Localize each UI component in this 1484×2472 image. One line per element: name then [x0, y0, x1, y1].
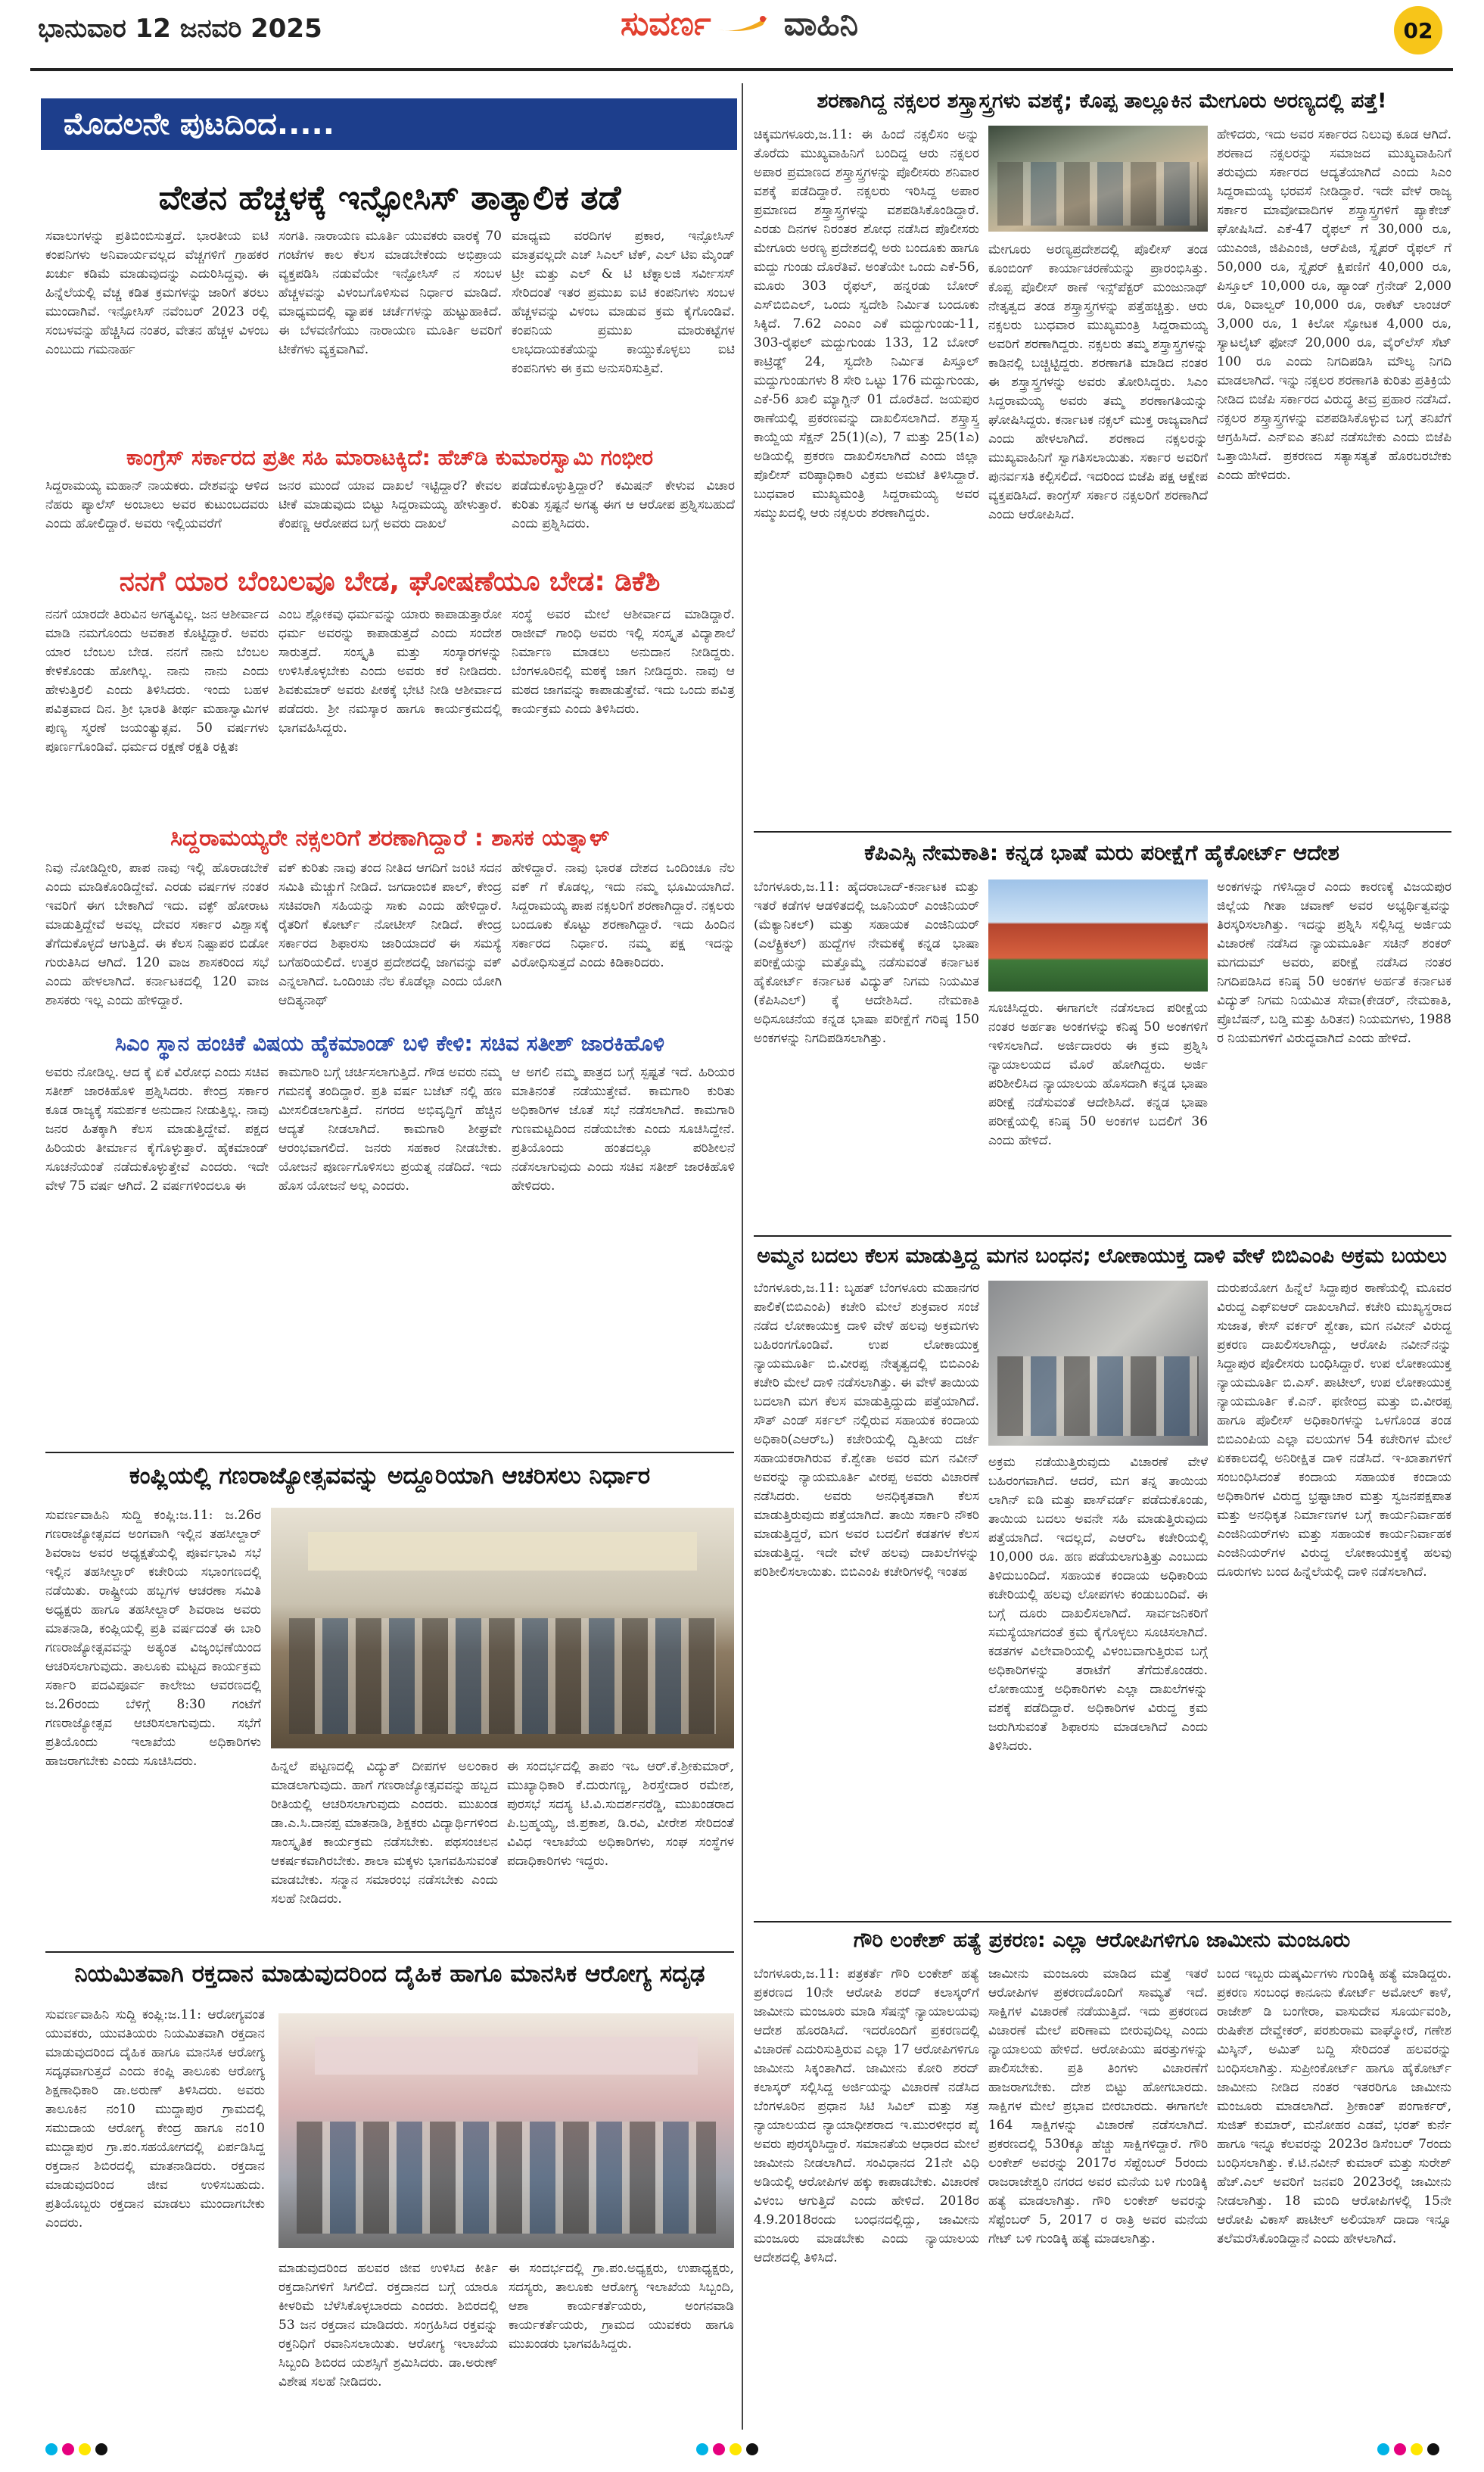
article-yatnal-col1: ನಿವು ನೋಡಿದ್ದೀರಿ, ಪಾಪ ನಾವು ಇಲ್ಲಿ ಹೊರಾಡಬೇಕೆ ಎಂದು ಮಾಡಿಕೊಂಡಿದ್ದೇವೆ. ಎರಡು ವರ್ಷಗಳ ನಂತರ ಇವರಿಗೆ ಈಗ ಬೇಕಾಗಿದೆ ಇದು. ವಕ್ಫ್ ಹೋರಾಟ ಮಾಡುತ್ತಿದ್ದೇವೆ ಅವಲ್ಲ ದೇವರ ಸರ್ಕಾರ ವಿಶ್ವಾಸಕ್ಕೆ ತೆಗೆದುಕೊಳ್ಳದೆ ಆಗುತ್ತಿದೆ. ಈ ಕೆಲಸ ನಿಷ್ಪಾಪರ ಬಿಡೋ ಗುರುತಿಸಿದ ಆಗಿದೆ. 120 ವಾಜ ಶಾಸಕರಿಂದ ಸಭೆ ಎಂದು ಹೇಳಲಾಗಿದೆ. ಕರ್ನಾಟಕದಲ್ಲಿ 120 ವಾಜ ಶಾಸಕರು ಇಲ್ಲ ಎಂದು ಹೇಳಿದ್ದಾರೆ.: [45, 861, 269, 1008]
kampli-meeting-photo: [271, 1508, 734, 1748]
section-rule: [754, 1921, 1451, 1922]
article-infosys-col3: ಮಾಧ್ಯಮ ವರದಿಗಳ ಪ್ರಕಾರ, ಇನ್ಫೋಸಿಸ್ ಮಾತ್ರವಲ್ಲದೇ ಎಚ್ ಸಿಎಲ್ ಟೆಕ್, ಎಲ್ ಟಿಐ ಮೈಂಡ್ ಟ್ರೀ ಮತ್ತು ಎಲ್ & ಟಿ ಟೆಕ್ನಾಲಜಿ ಸರ್ವೀಸಸ್ ಸೇರಿದಂತೆ ಇತರ ಪ್ರಮುಖ ಐಟಿ ಕಂಪನಿಗಳು ಸಂಬಳ ಹೆಚ್ಚಳವನ್ನು ವಿಳಂಬ ಮಾಡುವ ಕ್ರಮ ಕೈಗೊಂಡಿವೆ. ಕಂಪನಿಯ ಪ್ರಮುಖ ಮಾರುಕಟ್ಟೆಗಳ ಲಾಭದಾಯಕತೆಯನ್ನು ಕಾಯ್ದುಕೊಳ್ಳಲು ಐಟಿ ಕಂಪನಿಗಳು ಈ ಕ್ರಮ ಅನುಸರಿಸುತ್ತಿವೆ.: [512, 229, 735, 376]
blood-donation-photo: [278, 2013, 734, 2248]
article-yatnal-col3: ಹೇಳಿದ್ದಾರೆ. ನಾವು ಭಾರತ ದೇಶದ ಒಂದಿಂಚೂ ನೆಲ ವಕ್ ಗೆ ಕೊಡಲ್ಲ, ಇದು ನಮ್ಮ ಭೂಮಿಯಾಗಿದೆ. ಸಿದ್ದರಾಮಯ್ಯ ಪಾಪ ನಕ್ಸಲರಿಗೆ ಶರಣಾಗಿದ್ದಾರೆ. ನಕ್ಸಲರು ಬಂದೂಕು ಕೊಟ್ಟು ಶರಣಾಗಿದ್ದಾರೆ. ಇದು ಹಿಂದಿನ ಸರ್ಕಾರದ ನಿರ್ಧಾರ. ನಮ್ಮ ಪಕ್ಷ ಇದನ್ನು ವಿರೋಧಿಸುತ್ತದೆ ಎಂದು ಕಿಡಿಕಾರಿದರು.: [512, 861, 735, 970]
issue-date: ಭಾನುವಾರ 12 ಜನವರಿ 2025: [38, 14, 322, 44]
article-yatnal-col2: ವಕ್ ಕುರಿತು ನಾವು ತಂದ ನೀತಿದ ಆಗದಿಗೆ ಜಂಟಿ ಸದನ ಸಮಿತಿ ಮೆಚ್ಚುಗೆ ನೀಡಿದೆ. ಜಗದಾಂಬಿಕ ಪಾಲ್, ಕೇಂದ್ರ ಸಚಿವರಾಗಿ ಸಹಿಯನ್ನು ಸಾಕು ಎಂದು ಹೇಳಿದ್ದಾರೆ. ರೈತರಿಗೆ ಕೋರ್ಟ್ ನೋಟೀಸ್ ನೀಡಿದೆ. ಕೇಂದ್ರ ಸರ್ಕಾರದ ಶಿಫಾರಸು ಜಾರಿಯಾದರೆ ಈ ಸಮಸ್ಯೆ ಬಗೆಹರಿಯಲಿದೆ. ಉತ್ತರ ಪ್ರದೇಶದಲ್ಲಿ ಜಾಗವನ್ನು ವಕ್ ಎನ್ನಲಾಗಿದೆ. ಒಂದಿಂಚು ನೆಲ ಕೊಡೆಲ್ಲಾ ಎಂದು ಯೋಗಿ ಆದಿತ್ಯನಾಥ್: [278, 861, 502, 1008]
headline-dks: ನನಗೆ ಯಾರ ಬೆಂಬಲವೂ ಬೇಡ, ಘೋಷಣೆಯೂ ಬೇಡ: ಡಿಕೆಶಿ: [119, 566, 661, 597]
article-gauri-col3: ಬಂದ ಇಬ್ಬರು ದುಷ್ಕರ್ಮಿಗಳು ಗುಂಡಿಕ್ಕಿ ಹತ್ಯೆ ಮಾಡಿದ್ದರು. ಪ್ರಕರಣ ಸಂಬಂಧ ಕಾನೂನು ಕೋರ್ಟ್ ಅಮೋಲ್ ಕಾಳೆ, ರಾಜೇಶ್ ಡಿ ಬಂಗೇರಾ, ವಾಸುದೇವ ಸೂರ್ಯವಂಶಿ, ರುಷಿಕೇಶ ದೇವ್ಡೇಕರ್, ಪರಶುರಾಮ ವಾಘ್ಮೋರೆ, ಗಣೇಶ ಮಿಸ್ಕಿನ್, ಅಮಿತ್ ಬದ್ದಿ ಸೇರಿದಂತೆ ಹಲವರನ್ನು ಬಂಧಿಸಲಾಗಿತ್ತು. ಸುಪ್ರೀಂಕೋರ್ಟ್ ಹಾಗೂ ಹೈಕೋರ್ಟ್ ಜಾಮೀನು ನೀಡಿದ ನಂತರ ಇತರರಿಗೂ ಜಾಮೀನು ಮಂಜೂರು ಮಾಡಲಾಗಿದೆ. ಶ್ರೀಕಾಂತ್ ಪಂಗಾರ್ಕರ್, ಸುಜಿತ್ ಕುಮಾರ್, ಮನೋಹರ ಎಡವೆ, ಭರತ್ ಕುರ್ನೆ ಹಾಗೂ ಇನ್ನೂ ಕೆಲವರನ್ನು 2023ರ ಡಿಸೆಂಬರ್ 7ರಂದು ಬಂಧಿಸಲಾಗಿತ್ತು. ಕೆ.ಟಿ.ನವೀನ್ ಕುಮಾರ್ ಮತ್ತು ಸುರೇಶ್ ಹೆಚ್.ಎಲ್ ಅವರಿಗೆ ಜನವರಿ 2023ರಲ್ಲಿ ಜಾಮೀನು ನೀಡಲಾಗಿತ್ತು. 18 ಮಂದಿ ಆರೋಪಿಗಳಲ್ಲಿ 15ನೇ ಆರೋಪಿ ವಿಕಾಸ್ ಪಾಟೀಲ್ ಅಲಿಯಾಸ್ ದಾದಾ ಇನ್ನೂ ತಲೆಮರೆಸಿಕೊಂಡಿದ್ದಾನೆ ಎಂದು ಹೇಳಲಾಗಿದೆ.: [1217, 1966, 1451, 2246]
article-jarkiholi-col1: ಅವರು ನೋಡಿಲ್ಲ. ಆದ ಕ್ಕೆ ಏಕೆ ವಿರೋಧ ಎಂದು ಸಚಿವ ಸತೀಶ್ ಜಾರಕಿಹೊಳಿ ಪ್ರಶ್ನಿಸಿದರು. ಕೇಂದ್ರ ಸರ್ಕಾರ ಕೂಡ ರಾಜ್ಯಕ್ಕೆ ಸಮರ್ಪಕ ಅನುದಾನ ನೀಡುತ್ತಿಲ್ಲ. ನಾವು ಜನರ ಹಿತಕ್ಕಾಗಿ ಕೆಲಸ ಮಾಡುತ್ತಿದ್ದೇವೆ. ಪಕ್ಷದ ಹಿರಿಯರು ತೀರ್ಮಾನ ಕೈಗೊಳ್ಳುತ್ತಾರೆ. ಹೈಕಮಾಂಡ್ ಸೂಚನೆಯಂತೆ ನಡೆದುಕೊಳ್ಳುತ್ತೇವೆ ಎಂದರು. ಇದೇ ವೇಳೆ 75 ವರ್ಷ ಆಗಿದೆ. 2 ವರ್ಷಗಳಿಂದಲೂ ಈ: [45, 1065, 269, 1194]
article-kampli-col-left: ಸುವರ್ಣವಾಹಿನಿ ಸುದ್ದಿ ಕಂಪ್ಲಿ:ಜ.11: ಜ.26ರ ಗಣರಾಜ್ಯೋತ್ಸವದ ಅಂಗವಾಗಿ ಇಲ್ಲಿನ ತಹಸೀಲ್ದಾರ್ ಶಿವರಾಜ ಅವರ ಅಧ್ಯಕ್ಷತೆಯಲ್ಲಿ ಪೂರ್ವಭಾವಿ ಸಭೆ ಇಲ್ಲಿನ ತಹಸೀಲ್ದಾರ್ ಕಚೇರಿಯ ಸಭಾಂಗಣದಲ್ಲಿ ನಡೆಯಿತು. ರಾಷ್ಟ್ರೀಯ ಹಬ್ಬಗಳ ಆಚರಣಾ ಸಮಿತಿ ಅಧ್ಯಕ್ಷರು ಹಾಗೂ ತಹಸೀಲ್ದಾರ್ ಶಿವರಾಜ ಅವರು ಮಾತನಾಡಿ, ಕಂಪ್ಲಿಯಲ್ಲಿ ಪ್ರತಿ ವರ್ಷದಂತೆ ಈ ಬಾರಿ ಗಣರಾಜ್ಯೋತ್ಸವವನ್ನು ಅತ್ಯಂತ ವಿಜೃಂಭಣೆಯಿಂದ ಆಚರಿಸಲಾಗುವುದು. ತಾಲೂಕು ಮಟ್ಟದ ಕಾರ್ಯಕ್ರಮ ಸರ್ಕಾರಿ ಪದವಿಪೂರ್ವ ಕಾಲೇಜು ಆವರಣದಲ್ಲಿ ಜ.26ರಂದು ಬೆಳಿಗ್ಗೆ 8:30 ಗಂಟೆಗೆ ಗಣರಾಜ್ಯೋತ್ಸವ ಆಚರಿಸಲಾಗುವುದು. ಸಭೆಗೆ ಪ್ರತಿಯೊಂದು ಇಲಾಖೆಯ ಅಧಿಕಾರಿಗಳು ಹಾಜರಾಗಬೇಕು ಎಂದು ಸೂಚಿಸಿದರು.: [45, 1508, 261, 1769]
article-gauri-col1: ಬೆಂಗಳೂರು,ಜ.11: ಪತ್ರಕರ್ತೆ ಗೌರಿ ಲಂಕೇಶ್ ಹತ್ಯೆ ಪ್ರಕರಣದ 10ನೇ ಆರೋಪಿ ಶರದ್ ಕಲಾಸ್ಕರ್‌ಗೆ ಜಾಮೀನು ಮಂಜೂರು ಮಾಡಿ ಸೆಷನ್ಸ್ ನ್ಯಾಯಾಲಯವು ಆದೇಶ ಹೊರಡಿಸಿದೆ. ಇದರೊಂದಿಗೆ ಪ್ರಕರಣದಲ್ಲಿ ವಿಚಾರಣೆ ಎದುರಿಸುತ್ತಿರುವ ಎಲ್ಲಾ 17 ಆರೋಪಿಗಳಿಗೂ ಜಾಮೀನು ಸಿಕ್ಕಂತಾಗಿದೆ. ಜಾಮೀನು ಕೋರಿ ಶರದ್ ಕಲಾಸ್ಕರ್ ಸಲ್ಲಿಸಿದ್ದ ಅರ್ಜಿಯನ್ನು ವಿಚಾರಣೆ ನಡೆಸಿದ ಬೆಂಗಳೂರಿನ ಪ್ರಧಾನ ಸಿಟಿ ಸಿವಿಲ್ ಮತ್ತು ಸತ್ರ ನ್ಯಾಯಾಲಯದ ನ್ಯಾಯಾಧೀಶರಾದ ಇ.ಮುರಳೀಧರ ಪೈ ಅವರು ಪುರಸ್ಕರಿಸಿದ್ದಾರೆ. ಸಮಾನತೆಯ ಆಧಾರದ ಮೇಲೆ ಜಾಮೀನು ನೀಡಲಾಗಿದೆ. ಸಂವಿಧಾನದ 21ನೇ ವಿಧಿ ಅಡಿಯಲ್ಲಿ ಆರೋಪಿಗಳ ಹಕ್ಕು ಕಾಪಾಡಬೇಕು. ವಿಚಾರಣೆ ವಿಳಂಬ ಆಗುತ್ತಿದೆ ಎಂದು ಹೇಳಿದೆ. 2018ರ 4.9.2018ರಂದು ಬಂಧನದಲ್ಲಿದ್ದು, ಜಾಮೀನು ಮಂಜೂರು ಮಾಡಬೇಕು ಎಂದು ನ್ಯಾಯಾಲಯ ಆದೇಶದಲ್ಲಿ ತಿಳಿಸಿದೆ.: [754, 1966, 979, 2265]
lokayukta-raid-photo: [988, 1281, 1208, 1446]
page-number-badge: 02: [1394, 6, 1442, 54]
print-registration-marks: [696, 2443, 758, 2455]
headline-hdk: ಕಾಂಗ್ರೆಸ್ ಸರ್ಕಾರದ ಪ್ರತೀ ಸಹಿ ಮಾರಾಟಕ್ಕಿದೆ: ಹೆಚ್‌ಡಿ ಕುಮಾರಸ್ವಾಮಿ ಗಂಭೀರ: [126, 445, 654, 470]
headline-kpsc: ಕೆಪಿಎಸ್ಸಿ ನೇಮಕಾತಿ: ಕನ್ನಡ ಭಾಷೆ ಮರು ಪರೀಕ್ಷೆಗೆ ಹೈಕೋರ್ಟ್ ಆದೇಶ: [864, 840, 1339, 865]
article-bbmp-col1: ಬೆಂಗಳೂರು,ಜ.11: ಬೃಹತ್ ಬೆಂಗಳೂರು ಮಹಾನಗರ ಪಾಲಿಕೆ(ಬಿಬಿಎಂಪಿ) ಕಚೇರಿ ಮೇಲೆ ಶುಕ್ರವಾರ ಸಂಜೆ ನಡೆದ ಲೋಕಾಯುಕ್ತ ದಾಳಿ ವೇಳೆ ಹಲವು ಅಕ್ರಮಗಳು ಬಹಿರಂಗಗೊಂಡಿವೆ. ಉಪ ಲೋಕಾಯುಕ್ತ ನ್ಯಾಯಮೂರ್ತಿ ಬಿ.ವೀರಪ್ಪ ನೇತೃತ್ವದಲ್ಲಿ ಬಿಬಿಎಂಪಿ ಕಚೇರಿ ಮೇಲೆ ದಾಳಿ ನಡೆಸಲಾಗಿತ್ತು. ಈ ವೇಳೆ ತಾಯಿಯ ಬದಲಾಗಿ ಮಗ ಕೆಲಸ ಮಾಡುತ್ತಿದ್ದುದು ಪತ್ತೆಯಾಗಿದೆ. ಸೌತ್ ಎಂಡ್ ಸರ್ಕಲ್ ನಲ್ಲಿರುವ ಸಹಾಯಕ ಕಂದಾಯ ಅಧಿಕಾರಿ(ಎಆರ್‌ಒ) ಕಚೇರಿಯಲ್ಲಿ ದ್ವಿತೀಯ ದರ್ಜೆ ಸಹಾಯಕರಾಗಿರುವ ಕೆ.ಶ್ವೇತಾ ಅವರ ಮಗ ನವೀನ್ ಅವರನ್ನು ನ್ಯಾಯಮೂರ್ತಿ ವೀರಪ್ಪ ಅವರು ವಿಚಾರಣೆ ನಡೆಸಿದರು. ಅವರು ಅನಧಿಕೃತವಾಗಿ ಕೆಲಸ ಮಾಡುತ್ತಿರುವುದು ಪತ್ತೆಯಾಗಿದೆ. ತಾಯಿ ಸರ್ಕಾರಿ ನೌಕರಿ ಮಾಡುತ್ತಿದ್ದರೆ, ಮಗ ಅವರ ಬದಲಿಗೆ ಕಡತಗಳ ಕೆಲಸ ಮಾಡುತ್ತಿದ್ದ. ಇದೇ ವೇಳೆ ಹಲವು ದಾಖಲೆಗಳನ್ನು ಪರಿಶೀಲಿಸಲಾಯಿತು. ಬಿಬಿಎಂಪಿ ಕಚೇರಿಗಳಲ್ಲಿ ಇಂತಹ: [754, 1281, 979, 1580]
article-infosys-col2: ಸಂಗತಿ. ನಾರಾಯಣ ಮೂರ್ತಿ ಯುವಕರು ವಾರಕ್ಕೆ 70 ಗಂಟೆಗಳ ಕಾಲ ಕೆಲಸ ಮಾಡಬೇಕೆಂದು ಅಭಿಪ್ರಾಯ ವ್ಯಕ್ತಪಡಿಸಿ ನಡುವೆಯೇ ಇನ್ಫೋಸಿಸ್ ನ ಸಂಬಳ ಹೆಚ್ಚಳವನ್ನು ವಿಳಂಬಗೊಳಿಸುವ ನಿರ್ಧಾರ ಮಾಡಿದೆ. ಮಾಧ್ಯಮದಲ್ಲಿ ವ್ಯಾಪಕ ಚರ್ಚೆಗಳನ್ನು ಹುಟ್ಟುಹಾಕಿದೆ. ಈ ಬೆಳವಣಿಗೆಯು ನಾರಾಯಣ ಮೂರ್ತಿ ಅವರಿಗೆ ಟೀಕೆಗಳು ವ್ಯಕ್ತವಾಗಿವೆ.: [278, 229, 502, 357]
masthead-logo: [621, 5, 858, 43]
headline-naxal-arms: ಶರಣಾಗಿದ್ದ ನಕ್ಸಲರ ಶಸ್ತ್ರಾಸ್ತ್ರಗಳು ವಶಕ್ಕೆ; ಕೊಪ್ಪ ತಾಲ್ಲೂಕಿನ ಮೇಗೂರು ಅರಣ್ಯದಲ್ಲಿ ಪತ್ತೆ!: [817, 89, 1387, 113]
article-kpsc-col3: ಅಂಕಗಳನ್ನು ಗಳಿಸಿದ್ದಾರೆ ಎಂದು ಕಾರಣಕ್ಕೆ ವಿಜಯಪುರ ಜಿಲ್ಲೆಯ ಗೀತಾ ಚವಾಣ್ ಅವರ ಅಭ್ಯರ್ಥಿತ್ವವನ್ನು ತಿರಸ್ಕರಿಸಲಾಗಿತ್ತು. ಇದನ್ನು ಪ್ರಶ್ನಿಸಿ ಸಲ್ಲಿಸಿದ್ದ ಅರ್ಜಿಯ ವಿಚಾರಣೆ ನಡೆಸಿದ ನ್ಯಾಯಮೂರ್ತಿ ಸಚಿನ್ ಶಂಕರ್ ಮಗದುಮ್ ಅವರು, ಪರೀಕ್ಷೆ ನಡೆಸಿದ ನಂತರ ನಿಗದಿಪಡಿಸಿದ ಕನಿಷ್ಠ 50 ಅಂಕಗಳ ಅರ್ಹತೆ ಕರ್ನಾಟಕ ವಿದ್ಯುತ್ ನಿಗಮ ನಿಯಮಿತ ಸೇವಾ(ಕೇಡರ್, ನೇಮಕಾತಿ, ಪ್ರೊಬೆಷನ್, ಬಡ್ತಿ ಮತ್ತು ಹಿರಿತನ) ನಿಯಮಗಳು, 1988 ರ ನಿಯಮಗಳಿಗೆ ವಿರುದ್ಧವಾಗಿದೆ ಎಂದು ಹೇಳಿದೆ.: [1217, 880, 1451, 1046]
headline-bbmp-raid: ಅಮ್ಮನ ಬದಲು ಕೆಲಸ ಮಾಡುತ್ತಿದ್ದ ಮಗನ ಬಂಧನ; ಲೋಕಾಯುಕ್ತ ದಾಳಿ ವೇಳೆ ಬಿಬಿಎಂಪಿ ಅಕ್ರಮ ಬಯಲು: [757, 1244, 1447, 1268]
article-jarkiholi-col2: ಕಾಮಗಾರಿ ಬಗ್ಗೆ ಚರ್ಚಿಸಲಾಗುತ್ತಿದೆ. ಗೌಡ ಅವರು ನಮ್ಮ ಗಮನಕ್ಕೆ ತಂದಿದ್ದಾರೆ. ಪ್ರತಿ ವರ್ಷ ಬಜೆಟ್ ನಲ್ಲಿ ಹಣ ಮೀಸಲಿಡಲಾಗುತ್ತಿದೆ. ನಗರದ ಅಭಿವೃದ್ಧಿಗೆ ಹೆಚ್ಚಿನ ಆದ್ಯತೆ ನೀಡಲಾಗಿದೆ. ಕಾಮಗಾರಿ ಶೀಘ್ರವೇ ಆರಂಭವಾಗಲಿದೆ. ಜನರು ಸಹಕಾರ ನೀಡಬೇಕು. ಯೋಜನೆ ಪೂರ್ಣಗೊಳಿಸಲು ಪ್ರಯತ್ನ ನಡೆದಿದೆ. ಇದು ಹೊಸ ಯೋಜನೆ ಅಲ್ಲ ಎಂದರು.: [278, 1065, 502, 1194]
article-naxal-col1: ಚಿಕ್ಕಮಗಳೂರು,ಜ.11: ಈ ಹಿಂದೆ ನಕ್ಸಲಿಸಂ ಅನ್ನು ತೊರೆದು ಮುಖ್ಯವಾಹಿನಿಗೆ ಬಂದಿದ್ದ ಆರು ನಕ್ಸಲರ ಅಪಾರ ಪ್ರಮಾಣದ ಶಸ್ತ್ರಾಸ್ತ್ರಗಳನ್ನು ಪೊಲೀಸರು ಶನಿವಾರ ವಶಕ್ಕೆ ಪಡೆದಿದ್ದಾರೆ. ನಕ್ಸಲರು ಇರಿಸಿದ್ದ ಅಪಾರ ಪ್ರಮಾಣದ ಶಸ್ತ್ರಾಸ್ತ್ರಗಳನ್ನು ವಶಪಡಿಸಿಕೊಂಡಿದ್ದಾರೆ. ಎರಡು ದಿನಗಳ ನಿರಂತರ ಶೋಧ ನಡೆಸಿದ ಪೊಲೀಸರು ಮೇಗೂರು ಅರಣ್ಯ ಪ್ರದೇಶದಲ್ಲಿ ಅರು ಬಂದೂಕು ಹಾಗೂ ಮದ್ದು ಗುಂಡು ದೊರೆತಿವೆ. ಅಂತೆಯೇ ಒಂದು ಎಕೆ-56, ಮೂರು 303 ರೈಫಲ್, ಹನ್ನರಡು ಬೋರ್ ಎಸ್‌ಬಿಬಿಎಲ್, ಒಂದು ಸ್ವದೇಶಿ ನಿರ್ಮಿತ ಬಂದೂಕು ಸಿಕ್ಕಿದೆ. 7.62 ಎಂಎಂ ಎಕೆ ಮದ್ದುಗುಂಡು-11, 303-ರೈಫಲ್ ಮದ್ದುಗುಂಡು 133, 12 ಬೋರ್ ಕಾಟ್ರಿಡ್ಜ್ 24, ಸ್ವದೇಶಿ ನಿರ್ಮಿತ ಪಿಸ್ತೂಲ್ ಮದ್ದುಗುಂಡುಗಳು 8 ಸೇರಿ ಒಟ್ಟು 176 ಮದ್ದುಗುಂಡು, ಎಕೆ-56 ಖಾಲಿ ಮ್ಯಾಗ್ಜಿನ್ 01 ದೊರೆತಿದೆ. ಜಯಪುರ ಠಾಣೆಯಲ್ಲಿ ಪ್ರಕರಣವನ್ನು ದಾಖಲಿಸಲಾಗಿದೆ. ಶಸ್ತ್ರಾಸ್ತ್ರ ಕಾಯ್ದೆಯ ಸೆಕ್ಷನ್ 25(1)(ಎ), 7 ಮತ್ತು 25(1ಎ) ಅಡಿಯಲ್ಲಿ ಪ್ರಕರಣ ದಾಖಲಿಸಲಾಗಿದೆ ಎಂದು ಜಿಲ್ಲಾ ಪೊಲೀಸ್ ವರಿಷ್ಠಾಧಿಕಾರಿ ವಿಕ್ರಮ ಅಮಟೆ ತಿಳಿಸಿದ್ದಾರೆ. ಬುಧವಾರ ಮುಖ್ಯಮಂತ್ರಿ ಸಿದ್ದರಾಮಯ್ಯ ಅವರ ಸಮ್ಮುಖದಲ್ಲಿ ಆರು ನಕ್ಸಲರು ಶರಣಾಗಿದ್ದರು.: [754, 127, 979, 521]
masthead-rule: [30, 68, 1453, 71]
article-hdk-col2: ಜನರ ಮುಂದೆ ಯಾವ ದಾಖಲೆ ಇಟ್ಟಿದ್ದಾರೆ? ಕೇವಲ ಟೀಕೆ ಮಾಡುವುದು ಬಿಟ್ಟು ಸಿದ್ದರಾಮಯ್ಯ ಹೇಳುತ್ತಾರೆ. ಕೆಂಪಣ್ಣ ಆರೋಪದ ಬಗ್ಗೆ ಅವರು ದಾಖಲೆ: [278, 478, 502, 531]
section-rule: [45, 1951, 734, 1953]
article-jarkiholi-col3: ಆ ಅಗಲಿ ನಮ್ಮ ಪಾತ್ರದ ಬಗ್ಗೆ ಸ್ಪಷ್ಟತೆ ಇದೆ. ಹಿರಿಯರ ಮಾತಿನಂತೆ ನಡೆಯುತ್ತೇವೆ. ಕಾಮಗಾರಿ ಕುರಿತು ಅಧಿಕಾರಿಗಳ ಜೊತೆ ಸಭೆ ನಡೆಸಲಾಗಿದೆ. ಕಾಮಗಾರಿ ಗುಣಮಟ್ಟದಿಂದ ನಡೆಯಬೇಕು ಎಂದು ಸೂಚಿಸಿದ್ದೇನೆ. ಪ್ರತಿಯೊಂದು ಹಂತದಲ್ಲೂ ಪರಿಶೀಲನೆ ನಡೆಸಲಾಗುವುದು ಎಂದು ಸಚಿವ ಸತೀಶ್ ಜಾರಕಿಹೊಳಿ ಹೇಳಿದರು.: [512, 1065, 735, 1194]
section-title-bar: ಮೊದಲನೇ ಪುಟದಿಂದ.....: [41, 98, 737, 150]
article-dks-col1: ನನಗೆ ಯಾರದೇ ತಿರುವಿನ ಅಗತ್ಯವಿಲ್ಲ. ಜನ ಆಶೀರ್ವಾದ ಮಾಡಿ ನಮಗೊಂದು ಅವಕಾಶ ಕೊಟ್ಟಿದ್ದಾರೆ. ಅವರು ಯಾರ ಬೆಂಬಲ ಬೇಡ. ನನಗೆ ನಾನು ಬೆಂಬಲ ಕೇಳಿಕೊಂಡು ಹೋಗಿಲ್ಲ. ನಾನು ನಾನು ಎಂದು ಹೇಳುತ್ತಿರಲಿ ಎಂದು ತಿಳಿಸಿದರು. ಇಂದು ಬಹಳ ಪವಿತ್ರವಾದ ದಿನ. ಶ್ರೀ ಭಾರತಿ ತೀರ್ಥ ಮಹಾಸ್ವಾಮಿಗಳ ಪುಣ್ಯ ಸ್ಮರಣೆ ಜಯಂತ್ಯುತ್ಸವ. 50 ವರ್ಷಗಳು ಪೂರ್ಣಗೊಂಡಿವೆ. ಧರ್ಮದ ರಕ್ಷಣೆ ರಕ್ಷತಿ ರಕ್ಷಿತಃ: [45, 607, 269, 755]
column-divider: [742, 83, 743, 2430]
section-rule: [754, 1235, 1451, 1237]
article-blood-col-right: ಈ ಸಂದರ್ಭದಲ್ಲಿ ಗ್ರಾ.ಪಂ.ಅಧ್ಯಕ್ಷರು, ಉಪಾಧ್ಯಕ್ಷರು, ಸದಸ್ಯರು, ತಾಲೂಕು ಆರೋಗ್ಯ ಇಲಾಖೆಯ ಸಿಬ್ಬಂದಿ, ಆಶಾ ಕಾರ್ಯಕರ್ತೆಯರು, ಅಂಗನವಾಡಿ ಕಾರ್ಯಕರ್ತೆಯರು, ಗ್ರಾಮದ ಯುವಕರು ಹಾಗೂ ಮುಖಂಡರು ಭಾಗವಹಿಸಿದ್ದರು.: [509, 2261, 734, 2352]
high-court-photo: [988, 880, 1208, 992]
headline-blood-donation: ನಿಯಮಿತವಾಗಿ ರಕ್ತದಾನ ಮಾಡುವುದರಿಂದ ದೈಹಿಕ ಹಾಗೂ ಮಾನಸಿಕ ಆರೋಗ್ಯ ಸದೃಢ: [74, 1960, 705, 1988]
print-registration-marks: [45, 2443, 107, 2455]
article-infosys-col1: ಸವಾಲುಗಳನ್ನು ಪ್ರತಿಬಿಂಬಿಸುತ್ತದೆ. ಭಾರತೀಯ ಐಟಿ ಕಂಪನಿಗಳು ಅನಿವಾರ್ಯವಲ್ಲದ ವೆಚ್ಚಗಳಿಗೆ ಗ್ರಾಹಕರ ಖರ್ಚು ಕಡಿಮೆ ಮಾಡುವುದನ್ನು ಎದುರಿಸಿದ್ದವು. ಈ ಹಿನ್ನೆಲೆಯಲ್ಲಿ ವೆಚ್ಚ ಕಡಿತ ಕ್ರಮಗಳನ್ನು ಜಾರಿಗೆ ತರಲು ಮುಂದಾಗಿವೆ. ಇನ್ಫೋಸಿಸ್ ನವೆಂಬರ್ 2023 ರಲ್ಲಿ ಸಂಬಳವನ್ನು ಹೆಚ್ಚಿಸಿದ ನಂತರ, ವೇತನ ಹೆಚ್ಚಳ ವಿಳಂಬ ಎಂಬುದು ಗಮನಾರ್ಹ: [45, 229, 269, 357]
article-hdk-col3: ಪಡೆದುಕೊಳ್ಳುತ್ತಿದ್ದಾರೆ? ಕಮಿಷನ್ ಕೇಳುವ ವಿಚಾರ ಕುರಿತು ಸ್ಪಷ್ಟನೆ ಅಗತ್ಯ ಈಗ ಆ ಆರೋಪ ಪ್ರಶ್ನಿಸಬಹುದೆ ಎಂದು ಪ್ರಶ್ನಿಸಿದರು.: [512, 478, 735, 531]
article-dks-col3: ಸಂಸ್ಥೆ ಅವರ ಮೇಲೆ ಆಶೀರ್ವಾದ ಮಾಡಿದ್ದಾರೆ. ರಾಜೀವ್ ಗಾಂಧಿ ಅವರು ಇಲ್ಲಿ ಸಂಸ್ಕೃತ ವಿದ್ಯಾಶಾಲೆ ನಿರ್ಮಾಣ ಮಾಡಲು ಅನುದಾನ ನೀಡಿದ್ದರು. ಬೆಂಗಳೂರಿನಲ್ಲಿ ಮಠಕ್ಕೆ ಜಾಗ ನೀಡಿದ್ದರು. ನಾವು ಆ ಮಠದ ಜಾಗವನ್ನು ಕಾಪಾಡುತ್ತೇವೆ. ಇದು ಒಂದು ಪವಿತ್ರ ಕಾರ್ಯಕ್ರಮ ಎಂದು ತಿಳಿಸಿದರು.: [512, 607, 735, 717]
article-blood-col-mid: ಮಾಡುವುದರಿಂದ ಹಲವರ ಜೀವ ಉಳಿಸಿದ ಕೀರ್ತಿ ರಕ್ತದಾನಿಗಳಿಗೆ ಸಿಗಲಿದೆ. ರಕ್ತದಾನದ ಬಗ್ಗೆ ಯಾರೂ ಕೀಳರಿಮೆ ಬೆಳೆಸಿಕೊಳ್ಳಬಾರದು ಎಂದರು. ಶಿಬಿರದಲ್ಲಿ 53 ಜನ ರಕ್ತದಾನ ಮಾಡಿದರು. ಸಂಗ್ರಹಿಸಿದ ರಕ್ತವನ್ನು ರಕ್ತನಿಧಿಗೆ ರವಾನಿಸಲಾಯಿತು. ಆರೋಗ್ಯ ಇಲಾಖೆಯ ಸಿಬ್ಬಂದಿ ಶಿಬಿರದ ಯಶಸ್ಸಿಗೆ ಶ್ರಮಿಸಿದರು. ಡಾ.ಅರುಣ್ ವಿಶೇಷ ಸಲಹೆ ನೀಡಿದರು.: [278, 2261, 498, 2389]
masthead-name-part2: ವಾಹಿನಿ: [783, 5, 859, 43]
headline-infosys: ವೇತನ ಹೆಚ್ಚಳಕ್ಕೆ ಇನ್ಫೋಸಿಸ್ ತಾತ್ಕಾಲಿಕ ತಡೆ: [158, 179, 621, 217]
article-dks-col2: ಎಂಬ ಶ್ಲೋಕವು ಧರ್ಮವನ್ನು ಯಾರು ಕಾಪಾಡುತ್ತಾರೋ ಧರ್ಮ ಅವರನ್ನು ಕಾಪಾಡುತ್ತದೆ ಎಂದು ಸಂದೇಶ ಸಾರುತ್ತದೆ. ಸಂಸ್ಕೃತಿ ಮತ್ತು ಸಂಸ್ಕಾರಗಳನ್ನು ಉಳಿಸಿಕೊಳ್ಳಬೇಕು ಎಂದು ಅವರು ಕರೆ ನೀಡಿದರು. ಶಿವಕುಮಾರ್ ಅವರು ಪೀಠಕ್ಕೆ ಭೇಟಿ ನೀಡಿ ಆಶೀರ್ವಾದ ಪಡೆದರು. ಶ್ರೀ ನಮಸ್ಕಾರ ಹಾಗೂ ಕಾರ್ಯಕ್ರಮದಲ್ಲಿ ಭಾಗವಹಿಸಿದ್ದರು.: [278, 607, 502, 736]
naxal-arms-photo: [988, 126, 1208, 232]
article-blood-col-left: ಸುವರ್ಣವಾಹಿನಿ ಸುದ್ದಿ ಕಂಪ್ಲಿ:ಜ.11: ಆರೋಗ್ಯವಂತ ಯುವಕರು, ಯುವತಿಯರು ನಿಯಮಿತವಾಗಿ ರಕ್ತದಾನ ಮಾಡುವುದರಿಂದ ದೈಹಿಕ ಹಾಗೂ ಮಾನಸಿಕ ಆರೋಗ್ಯ ಸದೃಢವಾಗುತ್ತದೆ ಎಂದು ಕಂಪ್ಲಿ ತಾಲೂಕು ಆರೋಗ್ಯ ಶಿಕ್ಷಣಾಧಿಕಾರಿ ಡಾ.ಅರುಣ್ ತಿಳಿಸಿದರು. ಅವರು ತಾಲೂಕಿನ ನಂ10 ಮುದ್ದಾಪುರ ಗ್ರಾಮದಲ್ಲಿ ಸಮುದಾಯ ಆರೋಗ್ಯ ಕೇಂದ್ರ ಹಾಗೂ ನಂ10 ಮುದ್ದಾಪುರ ಗ್ರಾ.ಪಂ.ಸಹಯೋಗದಲ್ಲಿ ಏರ್ಪಡಿಸಿದ್ದ ರಕ್ತದಾನ ಶಿಬಿರದಲ್ಲಿ ಮಾತನಾಡಿದರು. ರಕ್ತದಾನ ಮಾಡುವುದರಿಂದ ಜೀವ ಉಳಿಸಬಹುದು. ಪ್ರತಿಯೊಬ್ಬರು ರಕ್ತದಾನ ಮಾಡಲು ಮುಂದಾಗಬೇಕು ಎಂದರು.: [45, 2007, 265, 2231]
headline-gauri-lankesh: ಗೌರಿ ಲಂಕೇಶ್ ಹತ್ಯೆ ಪ್ರಕರಣ: ಎಲ್ಲಾ ಆರೋಪಿಗಳಿಗೂ ಜಾಮೀನು ಮಂಜೂರು: [853, 1929, 1351, 1952]
print-registration-marks: [1377, 2443, 1439, 2455]
section-rule: [754, 831, 1451, 833]
masthead-name-part1: ಸುವರ್ಣ: [621, 5, 711, 43]
article-kampli-col-right: ಈ ಸಂದರ್ಭದಲ್ಲಿ ತಾಪಂ ಇಒ ಆರ್.ಕೆ.ಶ್ರೀಕುಮಾರ್, ಮುಖ್ಯಾಧಿಕಾರಿ ಕೆ.ದುರುಗಣ್ಣ, ಶಿರಸ್ತೇದಾರ ರಮೇಶ, ಪುರಸಭೆ ಸದಸ್ಯ ಟಿ.ವಿ.ಸುದರ್ಶನರೆಡ್ಡಿ, ಮುಖಂಡರಾದ ಪಿ.ಬ್ರಹ್ಮಯ್ಯ, ಜಿ.ಪ್ರಕಾಶ, ಡಿ.ರವಿ, ವೀರೇಶ ಸೇರಿದಂತೆ ವಿವಿಧ ಇಲಾಖೆಯ ಅಧಿಕಾರಿಗಳು, ಸಂಘ ಸಂಸ್ಥೆಗಳ ಪದಾಧಿಕಾರಿಗಳು ಇದ್ದರು.: [507, 1759, 734, 1869]
article-kpsc-col1: ಬೆಂಗಳೂರು,ಜ.11: ಹೈದರಾಬಾದ್-ಕರ್ನಾಟಕ ಮತ್ತು ಇತರೆ ಕಡೆಗಳ ಆಡಳಿತದಲ್ಲಿ ಜೂನಿಯರ್ ಎಂಜಿನಿಯರ್ (ಮೆಕ್ಯಾನಿಕಲ್) ಮತ್ತು ಸಹಾಯಕ ಎಂಜಿನಿಯರ್ (ಎಲೆಕ್ಟ್ರಿಕಲ್) ಹುದ್ದೆಗಳ ನೇಮಕಕ್ಕೆ ಕನ್ನಡ ಭಾಷಾ ಪರೀಕ್ಷೆಯನ್ನು ಮತ್ತೊಮ್ಮೆ ನಡೆಸುವಂತೆ ಕರ್ನಾಟಕ ಹೈಕೋರ್ಟ್ ಕರ್ನಾಟಕ ವಿದ್ಯುತ್ ನಿಗಮ ನಿಯಮಿತ (ಕೆಪಿಸಿಎಲ್) ಕ್ಕೆ ಆದೇಶಿಸಿದೆ. ನೇಮಕಾತಿ ಅಧಿಸೂಚನೆಯ ಕನ್ನಡ ಭಾಷಾ ಪರೀಕ್ಷೆಗೆ ಗರಿಷ್ಠ 150 ಅಂಕಗಳನ್ನು ನಿಗದಿಪಡಿಸಲಾಗಿತ್ತು.: [754, 880, 979, 1046]
article-kpsc-col2: ಸೂಚಿಸಿದ್ದರು. ಈಗಾಗಲೇ ನಡೆಸಲಾದ ಪರೀಕ್ಷೆಯ ನಂತರ ಅರ್ಹತಾ ಅಂಕಗಳನ್ನು ಕನಿಷ್ಠ 50 ಅಂಕಗಳಿಗೆ ಇಳಿಸಲಾಗಿದೆ. ಅರ್ಜಿದಾರರು ಈ ಕ್ರಮ ಪ್ರಶ್ನಿಸಿ ನ್ಯಾಯಾಲಯದ ಮೊರೆ ಹೋಗಿದ್ದರು. ಅರ್ಜಿ ಪರಿಶೀಲಿಸಿದ ನ್ಯಾಯಾಲಯ ಹೊಸದಾಗಿ ಕನ್ನಡ ಭಾಷಾ ಪರೀಕ್ಷೆ ನಡೆಸುವಂತೆ ಆದೇಶಿಸಿದೆ. ಕನ್ನಡ ಭಾಷಾ ಪರೀಕ್ಷೆಯಲ್ಲಿ ಕನಿಷ್ಠ 50 ಅಂಕಗಳ ಬದಲಿಗೆ 36 ಎಂದು ಹೇಳಿದೆ.: [988, 1001, 1208, 1148]
article-naxal-col2: ಮೇಗೂರು ಅರಣ್ಯಪ್ರದೇಶದಲ್ಲಿ ಪೊಲೀಸ್ ತಂಡ ಕೂಂಬಿಂಗ್ ಕಾರ್ಯಾಚರಣೆಯನ್ನು ಪ್ರಾರಂಭಿಸಿತ್ತು. ಕೊಪ್ಪ ಪೊಲೀಸ್ ಠಾಣೆ ಇನ್ಸ್‌ಪೆಕ್ಟರ್ ಮಂಜುನಾಥ್ ನೇತೃತ್ವದ ತಂಡ ಶಸ್ತ್ರಾಸ್ತ್ರಗಳನ್ನು ಪತ್ತೆಹಚ್ಚಿತ್ತು. ಆರು ನಕ್ಸಲರು ಬುಧವಾರ ಮುಖ್ಯಮಂತ್ರಿ ಸಿದ್ದರಾಮಯ್ಯ ಅವರಿಗೆ ಶರಣಾಗಿದ್ದರು. ನಕ್ಸಲರು ತಮ್ಮ ಶಸ್ತ್ರಾಸ್ತ್ರಗಳನ್ನು ಕಾಡಿನಲ್ಲಿ ಬಚ್ಚಿಟ್ಟಿದ್ದರು. ಶರಣಾಗತಿ ಮಾಡಿದ ನಂತರ ಈ ಶಸ್ತ್ರಾಸ್ತ್ರಗಳನ್ನು ಅವರು ತೋರಿಸಿದ್ದರು. ಸಿಎಂ ಸಿದ್ದರಾಮಯ್ಯ ಅವರು ತಮ್ಮ ಶರಣಾಗತಿಯನ್ನು ಘೋಷಿಸಿದ್ದರು. ಕರ್ನಾಟಕ ನಕ್ಸಲ್ ಮುಕ್ತ ರಾಜ್ಯವಾಗಿದೆ ಎಂದು ಹೇಳಲಾಗಿದೆ. ಶರಣಾದ ನಕ್ಸಲರನ್ನು ಮುಖ್ಯವಾಹಿನಿಗೆ ಸ್ವಾಗತಿಸಲಾಯಿತು. ಸರ್ಕಾರ ಅವರಿಗೆ ಪುನರ್ವಸತಿ ಕಲ್ಪಿಸಲಿದೆ. ಇದರಿಂದ ಬಿಜೆಪಿ ಪಕ್ಷ ಆಕ್ಷೇಪ ವ್ಯಕ್ತಪಡಿಸಿದೆ. ಕಾಂಗ್ರೆಸ್ ಸರ್ಕಾರ ನಕ್ಸಲರಿಗೆ ಶರಣಾಗಿದೆ ಎಂದು ಆರೋಪಿಸಿದೆ.: [988, 242, 1208, 522]
lamp-logo-icon: [716, 14, 769, 34]
article-naxal-col3: ಹೇಳಿದರು, ಇದು ಅವರ ಸರ್ಕಾರದ ನಿಲುವು ಕೂಡ ಆಗಿದೆ. ಶರಣಾದ ನಕ್ಸಲರನ್ನು ಸಮಾಜದ ಮುಖ್ಯವಾಹಿನಿಗೆ ತರುವುದು ಸರ್ಕಾರದ ಆದ್ಯತೆಯಾಗಿದೆ ಎಂದು ಸಿಎಂ ಸಿದ್ದರಾಮಯ್ಯ ಭರವಸೆ ನೀಡಿದ್ದಾರೆ. ಇದೇ ವೇಳೆ ರಾಜ್ಯ ಸರ್ಕಾರ ಮಾವೋವಾದಿಗಳ ಶಸ್ತ್ರಾಸ್ತ್ರಗಳಿಗೆ ಪ್ಯಾಕೇಜ್ ಘೋಷಿಸಿದೆ. ಎಕೆ-47 ರೈಫಲ್ ಗೆ 30,000 ರೂ, ಯುಎಂಜಿ, ಜಿಪಿಎಂಜಿ, ಆರ್‌ಪಿಜಿ, ಸ್ನೈಪರ್ ರೈಫಲ್ ಗೆ 50,000 ರೂ, ಸ್ನೈಪರ್ ಕ್ಷಿಪಣಿಗೆ 40,000 ರೂ, ಪಿಸ್ತೂಲ್ 10,000 ರೂ, ಹ್ಯಾಂಡ್ ಗ್ರೆನೇಡ್ 2,000 ರೂ, ರಿವಾಲ್ವರ್ 10,000 ರೂ, ರಾಕೆಟ್ ಲಾಂಚರ್ 3,000 ರೂ, 1 ಕಿಲೋ ಸ್ಫೋಟಕ 4,000 ರೂ, ಸ್ಯಾಟಲೈಟ್ ಫೋನ್ 20,000 ರೂ, ವೈರ್‌ಲೆಸ್ ಸೆಟ್ 100 ರೂ ಎಂದು ನಿಗದಿಪಡಿಸಿ ಮೌಲ್ಯ ನಿಗದಿ ಮಾಡಲಾಗಿದೆ. ಇನ್ನು ನಕ್ಸಲರ ಶರಣಾಗತಿ ಕುರಿತು ಪ್ರತಿಕ್ರಿಯೆ ನೀಡಿದ ಬಿಜೆಪಿ ಸರ್ಕಾರದ ವಿರುದ್ಧ ತೀವ್ರ ಪ್ರಹಾರ ನಡೆಸಿದೆ. ನಕ್ಸಲರ ಶಸ್ತ್ರಾಸ್ತ್ರಗಳನ್ನು ವಶಪಡಿಸಿಕೊಳ್ಳುವ ಬಗ್ಗೆ ತನಿಖೆಗೆ ಆಗ್ರಹಿಸಿದೆ. ಎನ್ಐಎ ತನಿಖೆ ನಡೆಸಬೇಕು ಎಂದು ಬಿಜೆಪಿ ಒತ್ತಾಯಿಸಿದೆ. ಪ್ರಕರಣದ ಸತ್ಯಾಸತ್ಯತೆ ಹೊರಬರಬೇಕು ಎಂದು ಹೇಳಿದರು.: [1217, 127, 1451, 483]
headline-jarkiholi: ಸಿಎಂ ಸ್ಥಾನ ಹಂಚಿಕೆ ವಿಷಯ ಹೈಕಮಾಂಡ್ ಬಳಿ ಕೇಳಿ: ಸಚಿವ ಸತೀಶ್ ಜಾರಕಿಹೊಳಿ: [115, 1031, 664, 1056]
article-bbmp-col2: ಅಕ್ರಮ ನಡೆಯುತ್ತಿರುವುದು ವಿಚಾರಣೆ ವೇಳೆ ಬಹಿರಂಗವಾಗಿದೆ. ಆದರೆ, ಮಗ ತನ್ನ ತಾಯಿಯ ಲಾಗಿನ್ ಐಡಿ ಮತ್ತು ಪಾಸ್‌ವರ್ಡ್ ಪಡೆದುಕೊಂಡು, ತಾಯಿಯ ಬದಲು ಅವನೇ ಸಹಿ ಮಾಡುತ್ತಿರುವುದು ಪತ್ತೆಯಾಗಿದೆ. ಇದಲ್ಲದೆ, ಎಆರ್‌ಒ ಕಚೇರಿಯಲ್ಲಿ 10,000 ರೂ. ಹಣ ಪಡೆಯಲಾಗುತ್ತಿತ್ತು ಎಂಬುದು ತಿಳಿದುಬಂದಿದೆ. ಸಹಾಯಕ ಕಂದಾಯ ಅಧಿಕಾರಿಯ ಕಚೇರಿಯಲ್ಲಿ ಹಲವು ಲೋಪಗಳು ಕಂಡುಬಂದಿವೆ. ಈ ಬಗ್ಗೆ ದೂರು ದಾಖಲಿಸಲಾಗಿದೆ. ಸಾರ್ವಜನಿಕರಿಗೆ ಸಮಸ್ಯೆಯಾಗದಂತೆ ಕ್ರಮ ಕೈಗೊಳ್ಳಲು ಸೂಚಿಸಲಾಗಿದೆ. ಕಡತಗಳ ವಿಲೇವಾರಿಯಲ್ಲಿ ವಿಳಂಬವಾಗುತ್ತಿರುವ ಬಗ್ಗೆ ಅಧಿಕಾರಿಗಳನ್ನು ತರಾಟೆಗೆ ತೆಗೆದುಕೊಂಡರು. ಲೋಕಾಯುಕ್ತ ಅಧಿಕಾರಿಗಳು ಎಲ್ಲಾ ದಾಖಲೆಗಳನ್ನು ವಶಕ್ಕೆ ಪಡೆದಿದ್ದಾರೆ. ಅಧಿಕಾರಿಗಳ ವಿರುದ್ಧ ಕ್ರಮ ಜರುಗಿಸುವಂತೆ ಶಿಫಾರಸು ಮಾಡಲಾಗಿದೆ ಎಂದು ತಿಳಿಸಿದರು.: [988, 1455, 1208, 1754]
article-gauri-col2: ಜಾಮೀನು ಮಂಜೂರು ಮಾಡಿದ ಮತ್ತೆ ಇತರೆ ಆರೋಪಿಗಳ ಪ್ರಕರಣದೊಂದಿಗೆ ಸಾಮ್ಯತೆ ಇದೆ. ಸಾಕ್ಷಿಗಳ ವಿಚಾರಣೆ ನಡೆಯುತ್ತಿದೆ. ಇದು ಪ್ರಕರಣದ ವಿಚಾರಣೆ ಮೇಲೆ ಪರಿಣಾಮ ಬೀರುವುದಿಲ್ಲ ಎಂದು ನ್ಯಾಯಾಲಯ ಹೇಳಿದೆ. ಆರೋಪಿಯು ಷರತ್ತುಗಳನ್ನು ಪಾಲಿಸಬೇಕು. ಪ್ರತಿ ತಿಂಗಳು ವಿಚಾರಣೆಗೆ ಹಾಜರಾಗಬೇಕು. ದೇಶ ಬಿಟ್ಟು ಹೋಗಬಾರದು. ಸಾಕ್ಷಿಗಳ ಮೇಲೆ ಪ್ರಭಾವ ಬೀರಬಾರದು. ಈಗಾಗಲೇ 164 ಸಾಕ್ಷಿಗಳನ್ನು ವಿಚಾರಣೆ ನಡೆಸಲಾಗಿದೆ. ಪ್ರಕರಣದಲ್ಲಿ 530ಕ್ಕೂ ಹೆಚ್ಚು ಸಾಕ್ಷಿಗಳಿದ್ದಾರೆ. ಗೌರಿ ಲಂಕೇಶ್ ಅವರನ್ನು 2017ರ ಸೆಪ್ಟೆಂಬರ್ 5ರಂದು ರಾಜರಾಜೇಶ್ವರಿ ನಗರದ ಅವರ ಮನೆಯ ಬಳಿ ಗುಂಡಿಕ್ಕಿ ಹತ್ಯೆ ಮಾಡಲಾಗಿತ್ತು. ಗೌರಿ ಲಂಕೇಶ್ ಅವರನ್ನು ಸೆಪ್ಟೆಂಬರ್ 5, 2017 ರ ರಾತ್ರಿ ಅವರ ಮನೆಯ ಗೇಟ್ ಬಳಿ ಗುಂಡಿಕ್ಕಿ ಹತ್ಯೆ ಮಾಡಲಾಗಿತ್ತು.: [988, 1966, 1208, 2246]
headline-yatnal: ಸಿದ್ದರಾಮಯ್ಯರೇ ನಕ್ಸಲರಿಗೆ ಶರಣಾಗಿದ್ದಾರೆ : ಶಾಸಕ ಯತ್ನಾಳ್: [170, 825, 609, 852]
headline-kampli-republic: ಕಂಪ್ಲಿಯಲ್ಲಿ ಗಣರಾಜ್ಯೋತ್ಸವವನ್ನು ಅದ್ದೂರಿಯಾಗಿ ಆಚರಿಸಲು ನಿರ್ಧಾರ: [129, 1462, 651, 1490]
article-hdk-col1: ಸಿದ್ದರಾಮಯ್ಯ ಮಹಾನ್ ನಾಯಕರು. ದೇಶವನ್ನು ಆಳಿದ ನೆಹರು ಪ್ಯಾಲೆಸ್ ಅಂಬಾಲು ಅವರ ಕುಟುಂಬದವರು ಎಂದು ಹೋಲಿದ್ದಾರೆ. ಅವರು ಇಲ್ಲಿಯವರೆಗೆ: [45, 478, 269, 531]
article-kampli-col-mid: ಹಿನ್ನಲೆ ಪಟ್ಟಣದಲ್ಲಿ ವಿದ್ಯುತ್ ದೀಪಗಳ ಅಲಂಕಾರ ಮಾಡಲಾಗುವುದು. ಹಾಗೆ ಗಣರಾಜ್ಯೋತ್ಸವವನ್ನು ಹಬ್ಬದ ರೀತಿಯಲ್ಲಿ ಆಚರಿಸಲಾಗುವುದು ಎಂದರು. ಮುಖಂಡ ಡಾ.ಎ.ಸಿ.ದಾನಪ್ಪ ಮಾತನಾಡಿ, ಶಿಕ್ಷಕರು ವಿದ್ಯಾರ್ಥಿಗಳಿಂದ ಸಾಂಸ್ಕೃತಿಕ ಕಾರ್ಯಕ್ರಮ ನಡೆಸಬೇಕು. ಪಥಸಂಚಲನ ಆಕರ್ಷಕವಾಗಿರಬೇಕು. ಶಾಲಾ ಮಕ್ಕಳು ಭಾಗವಹಿಸುವಂತೆ ಮಾಡಬೇಕು. ಸನ್ಮಾನ ಸಮಾರಂಭ ನಡೆಸಬೇಕು ಎಂದು ಸಲಹೆ ನೀಡಿದರು.: [271, 1759, 498, 1907]
section-rule: [45, 1452, 734, 1453]
article-bbmp-col3: ದುರುಪಯೋಗ ಹಿನ್ನೆಲೆ ಸಿದ್ದಾಪುರ ಠಾಣೆಯಲ್ಲಿ ಮೂವರ ವಿರುದ್ಧ ಎಫ್ಐಆರ್ ದಾಖಲಾಗಿದೆ. ಕಚೇರಿ ಮುಖ್ಯಸ್ಥರಾದ ಸುಜಾತ, ಕೇಸ್ ವರ್ಕರ್ ಶ್ವೇತಾ, ಮಗ ನವೀನ್ ವಿರುದ್ಧ ಪ್ರಕರಣ ದಾಖಲಿಸಲಾಗಿದ್ದು, ಆರೋಪಿ ನವೀನ್‌ನನ್ನು ಸಿದ್ದಾಪುರ ಪೊಲೀಸರು ಬಂಧಿಸಿದ್ದಾರೆ. ಉಪ ಲೋಕಾಯುಕ್ತ ನ್ಯಾಯಮೂರ್ತಿ ಬಿ.ಎಸ್. ಪಾಟೀಲ್, ಉಪ ಲೋಕಾಯುಕ್ತ ನ್ಯಾಯಮೂರ್ತಿ ಕೆ.ಎನ್. ಫಣೀಂದ್ರ ಮತ್ತು ಬಿ.ವೀರಪ್ಪ ಹಾಗೂ ಪೊಲೀಸ್ ಅಧಿಕಾರಿಗಳನ್ನು ಒಳಗೊಂಡ ತಂಡ ಬಿಬಿಎಂಪಿಯ ಎಲ್ಲಾ ವಲಯಗಳ 54 ಕಚೇರಿಗಳ ಮೇಲೆ ಏಕಕಾಲದಲ್ಲಿ ಅನಿರೀಕ್ಷಿತ ದಾಳಿ ನಡೆಸಿದೆ. ಇ-ಖಾತಾಗಳಿಗೆ ಸಂಬಂಧಿಸಿದಂತೆ ಕಂದಾಯ ಸಹಾಯಕ ಕಂದಾಯ ಅಧಿಕಾರಿಗಳ ವಿರುದ್ಧ ಭ್ರಷ್ಟಾಚಾರ ಮತ್ತು ಸ್ವಜನಪಕ್ಷಪಾತ ಮತ್ತು ಅನಧಿಕೃತ ನಿರ್ಮಾಣಗಳ ಬಗ್ಗೆ ಕಾರ್ಯನಿರ್ವಾಹಕ ಎಂಜಿನಿಯರ್‌ಗಳು ಮತ್ತು ಸಹಾಯಕ ಕಾರ್ಯನಿರ್ವಾಹಕ ಎಂಜಿನಿಯರ್‌ಗಳ ವಿರುದ್ಧ ಲೋಕಾಯುಕ್ತಕ್ಕೆ ಹಲವು ದೂರುಗಳು ಬಂದ ಹಿನ್ನೆಲೆಯಲ್ಲಿ ದಾಳಿ ನಡೆಸಲಾಗಿದೆ.: [1217, 1281, 1451, 1580]
